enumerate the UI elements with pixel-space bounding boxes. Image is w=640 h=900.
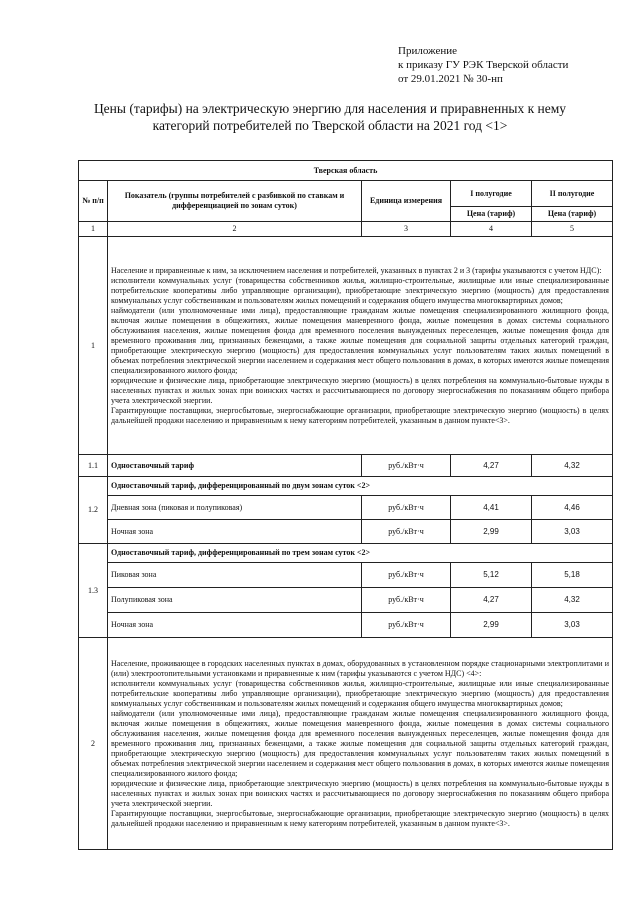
price-half-2: 4,32 bbox=[532, 588, 613, 613]
row-label: Пиковая зона bbox=[108, 563, 362, 588]
row-1-3-night bbox=[79, 613, 613, 638]
description-paragraph: наймодатели (или уполномоченные ими лица), предоставляющие гражданам жилые помещения специализированного жилищного фонда, включая жилые помещения в общежитиях, жилые помещения маневренного фонда, жилые помещения в домах системы социального обслуживания населения, жилые помещения фонда для временного поселения вынужденных переселенцев, жилые помещения фонда для временного проживания лиц, признанных беженцами, а также жилые помещения для социальной защиты отдельных категорий граждан, приобретающие электрическую энергию (мощность) для предоставления коммунальных услуг пользователям таких жилых помещений в объемах потребления электрической энергии населением и содержания мест общего пользования в домах, в которых имеются жилые помещения специализированного жилого фонда; bbox=[111, 305, 609, 375]
price-half-2: 4,32 bbox=[532, 455, 613, 477]
column-index: 2 bbox=[108, 222, 362, 237]
region-name: Тверская область bbox=[79, 161, 613, 181]
row-heading: Одноставочный тариф, дифференцированный по трем зонам суток <2> bbox=[108, 544, 613, 563]
row-1-2-heading bbox=[79, 477, 613, 496]
price-half-1: 4,27 bbox=[451, 588, 532, 613]
price-half-2: 3,03 bbox=[532, 613, 613, 638]
column-index: 5 bbox=[532, 222, 613, 237]
group-2-num: 2 bbox=[79, 638, 108, 850]
row-1-3-heading bbox=[79, 544, 613, 563]
row-label: Ночная зона bbox=[108, 613, 362, 638]
price-half-1: 4,41 bbox=[451, 496, 532, 520]
row-1-2-night bbox=[79, 520, 613, 544]
row-label: Полупиковая зона bbox=[108, 588, 362, 613]
price-half-1: 4,27 bbox=[451, 455, 532, 477]
group-1-description bbox=[108, 237, 613, 455]
price-half-1: 2,99 bbox=[451, 613, 532, 638]
title-line-2: категорий потребителей по Тверской области на 2021 год <1> bbox=[152, 118, 508, 133]
price-half-1: 2,99 bbox=[451, 520, 532, 544]
appendix-order: к приказу ГУ РЭК Тверской области bbox=[398, 59, 569, 71]
appendix-date: от 29.01.2021 № 30-нп bbox=[398, 73, 503, 85]
group-1-row bbox=[79, 237, 613, 455]
description-paragraph: Население и приравненные к ним, за исключением населения и потребителей, указанных в пунктах 2 и 3 (тарифы указываются с учетом НДС): bbox=[111, 265, 602, 275]
column-index: 3 bbox=[362, 222, 451, 237]
row-label: Одноставочный тариф bbox=[108, 455, 362, 477]
row-label: Дневная зона (пиковая и полупиковая) bbox=[108, 496, 362, 520]
column-index-row bbox=[79, 222, 613, 237]
header-half-2: II полугодие bbox=[532, 181, 613, 207]
row-num: 1.3 bbox=[79, 544, 108, 638]
row-heading: Одноставочный тариф, дифференцированный по двум зонам суток <2> bbox=[108, 477, 613, 496]
appendix-label: Приложение bbox=[398, 45, 458, 57]
appendix-header bbox=[398, 44, 568, 86]
row-1-2-day bbox=[79, 496, 613, 520]
row-unit: руб./кВт·ч bbox=[362, 613, 451, 638]
group-2-row bbox=[79, 638, 613, 850]
row-unit: руб./кВт·ч bbox=[362, 588, 451, 613]
description-paragraph: Население, проживающее в городских населенных пунктах в домах, оборудованных в установленном порядке стационарными электроплитами и (или) электроотопительными установками и приравненные к ним (тарифы указываются с учетом НДС) <4>: bbox=[111, 658, 609, 678]
row-unit: руб./кВт·ч bbox=[362, 520, 451, 544]
price-half-2: 3,03 bbox=[532, 520, 613, 544]
header-half-1: I полугодие bbox=[451, 181, 532, 207]
group-1-num: 1 bbox=[79, 237, 108, 455]
title-line-1: Цены (тарифы) на электрическую энергию для населения и приравненных к нему bbox=[93, 101, 567, 116]
row-unit: руб./кВт·ч bbox=[362, 455, 451, 477]
header-row bbox=[79, 181, 613, 207]
description-paragraph: юридические и физические лица, приобретающие электрическую энергию (мощность) в целях потребления на коммунально-бытовые нужды в населенных пунктах и жилых зонах при воинских частях и рассчитывающиеся по договору энергоснабжения по показаниям общего прибора учета электрической энергии. bbox=[111, 375, 609, 405]
price-half-2: 5,18 bbox=[532, 563, 613, 588]
tariff-table bbox=[78, 160, 613, 850]
header-indicator: Показатель (группы потребителей с разбивкой по ставкам и дифференциацией по зонам суток) bbox=[108, 181, 362, 222]
price-half-2: 4,46 bbox=[532, 496, 613, 520]
column-index: 1 bbox=[79, 222, 108, 237]
price-half-1: 5,12 bbox=[451, 563, 532, 588]
row-1-1 bbox=[79, 455, 613, 477]
row-label: Ночная зона bbox=[108, 520, 362, 544]
header-price-2: Цена (тариф) bbox=[532, 207, 613, 222]
row-num: 1.1 bbox=[79, 455, 108, 477]
description-paragraph: наймодатели (или уполномоченные ими лица), предоставляющие гражданам жилые помещения специализированного жилищного фонда, включая жилые помещения в общежитиях, жилые помещения маневренного фонда, жилые помещения в домах системы социального обслуживания населения, жилые помещения фонда для временного поселения вынужденных переселенцев, жилые помещения фонда для временного проживания лиц, признанных беженцами, а также жилые помещения для социальной защиты отдельных категорий граждан, приобретающие электрическую энергию (мощность) для предоставления коммунальных услуг пользователям таких жилых помещений в объемах потребления электрической энергии населением и содержания мест общего пользования в домах, в которых имеются жилые помещения специализированного жилого фонда; bbox=[111, 708, 609, 778]
header-price-1: Цена (тариф) bbox=[451, 207, 532, 222]
description-paragraph: исполнители коммунальных услуг (товарищества собственников жилья, жилищно-строительные, жилищные или иные специализированные потребительские кооперативы либо управляющие организации), приобретающие электрическую энергию (мощность) для предоставления коммунальных услуг собственникам и пользователям жилых помещений и содержания общего имущества многоквартирных домов; bbox=[111, 678, 609, 708]
header-num: № п/п bbox=[79, 181, 108, 222]
column-index: 4 bbox=[451, 222, 532, 237]
document-title bbox=[60, 100, 600, 134]
region-row bbox=[79, 161, 613, 181]
description-paragraph: юридические и физические лица, приобретающие электрическую энергию (мощность) в целях потребления на коммунально-бытовые нужды в населенных пунктах и жилых зонах при воинских частях и рассчитывающиеся по договору энергоснабжения по показаниям общего прибора учета электрической энергии. bbox=[111, 778, 609, 808]
row-unit: руб./кВт·ч bbox=[362, 563, 451, 588]
row-num: 1.2 bbox=[79, 477, 108, 544]
group-2-description bbox=[108, 638, 613, 850]
description-paragraph: Гарантирующие поставщики, энергосбытовые, энергоснабжающие организации, приобретающие электрическую энергию (мощность) в целях дальнейшей продажи населению и приравненным к нему категориям потребителей, указанным в данном пункте<3>. bbox=[111, 808, 609, 828]
row-1-3-peak bbox=[79, 563, 613, 588]
header-unit: Единица измерения bbox=[362, 181, 451, 222]
description-paragraph: Гарантирующие поставщики, энергосбытовые, энергоснабжающие организации, приобретающие электрическую энергию (мощность) в целях дальнейшей продажи населению и приравненным к нему категориям потребителей, указанным в данном пункте<3>. bbox=[111, 405, 609, 425]
description-paragraph: исполнители коммунальных услуг (товарищества собственников жилья, жилищно-строительные, жилищные или иные специализированные потребительские кооперативы либо управляющие организации), приобретающие электрическую энергию (мощность) для предоставления коммунальных услуг собственникам и пользователям жилых помещений и содержания общего имущества многоквартирных домов; bbox=[111, 275, 609, 305]
row-1-3-semipeak bbox=[79, 588, 613, 613]
row-unit: руб./кВт·ч bbox=[362, 496, 451, 520]
